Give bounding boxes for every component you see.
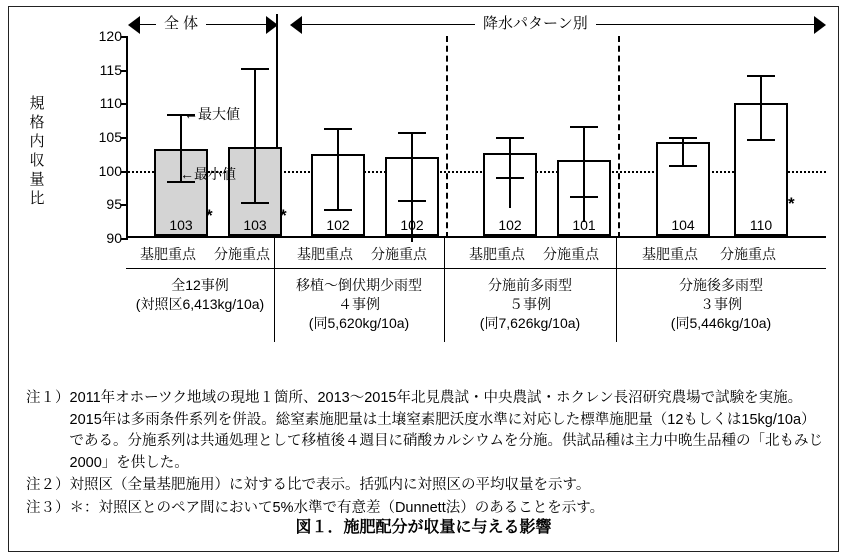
- plot-area: [98, 28, 826, 246]
- group-label-4: [616, 276, 826, 333]
- annotation-min-value: ←最小値: [180, 166, 236, 182]
- errorbar-cap-top-3: [324, 128, 352, 130]
- bar-value-8: 110: [749, 217, 773, 233]
- figure-caption: 図１．施肥配分が収量に与える影響: [295, 519, 552, 536]
- x-label-4: 分施重点: [371, 246, 427, 262]
- errorbar-cap-bottom-6: [570, 196, 598, 198]
- chart-area: [8, 6, 839, 374]
- errorbar-cap-bottom-3: [324, 209, 352, 211]
- group-label-2-line3: (同5,620kg/10a): [308, 315, 410, 331]
- x-label-7: 基肥重点: [642, 246, 698, 262]
- x-label-5: 基肥重点: [469, 246, 525, 262]
- group-label-4-line1: 分施後多雨型: [679, 277, 763, 293]
- group-label-3: [444, 276, 616, 333]
- note-3-body: ＊：対照区とのペア間において5%水準で有意差（Dunnett法）のあることを示す。: [69, 499, 605, 516]
- errorbar-3: [337, 128, 339, 209]
- group-separator-dashed-2: [618, 36, 620, 238]
- annotation-max-value: ←最大値: [184, 106, 240, 122]
- errorbar-cap-top-6: [570, 126, 598, 128]
- errorbar-cap-bottom-7: [669, 165, 697, 167]
- errorbar-2: [254, 68, 256, 201]
- group-label-2-line1: 移植〜倒伏期少雨型: [296, 277, 422, 293]
- note-2: [26, 475, 826, 497]
- top-arrow-rainpattern: [290, 14, 826, 36]
- group-label-3-line1: 分施前多雨型: [488, 277, 572, 293]
- note-3-marker: 注３）: [26, 499, 70, 516]
- y-tick-label-120: 120: [98, 28, 122, 44]
- y-tick-label-100: 100: [98, 162, 122, 179]
- errorbar-5: [509, 137, 511, 208]
- y-tick-label-115: 115: [99, 61, 122, 78]
- errorbar-cap-bottom-5: [496, 177, 524, 179]
- group-label-3-line2: ５事例: [509, 296, 551, 312]
- arrow-head-left-icon: [128, 16, 140, 34]
- errorbar-7: [682, 137, 684, 165]
- bar-value-1: 103: [169, 217, 193, 233]
- y-tick-label-95: 95: [106, 196, 122, 213]
- errorbar-8: [760, 75, 762, 139]
- errorbar-cap-bottom-8: [747, 139, 775, 141]
- bar-value-3: 102: [326, 217, 350, 233]
- x-label-8: 分施重点: [720, 246, 776, 262]
- note-2-marker: 注２）: [26, 477, 70, 493]
- notes-block: [26, 388, 826, 520]
- note-1-body: 2011年オホーツク地域の現地１箇所、2013〜2015年北見農試・中央農試・ホクレン長沼研究農場で試験を実施。2015年は多雨条件系列を併設。総窒素施肥量は土壌窒素肥沃度水準に対応した標準施肥量（12もしくは15kg/10a）である。分施系列は共通処理として移植後４週目に硝酸カルシウムを分施。供試品種は主力中晩生品種の「北もみじ2000」を供した。: [69, 390, 823, 471]
- x-label-6: 分施重点: [543, 246, 599, 262]
- top-arrow-overall: [128, 14, 278, 36]
- bar-value-4: 102: [400, 217, 424, 233]
- note-1: [26, 388, 826, 474]
- arrow-head-left-icon: [290, 16, 302, 34]
- group-label-4-line2: ３事例: [700, 296, 742, 312]
- x-label-2: 分施重点: [214, 246, 270, 262]
- bar-value-6: 101: [572, 217, 596, 233]
- bar-value-2: 103: [243, 217, 267, 233]
- note-1-marker: 注１）: [26, 390, 70, 406]
- group-label-4-line3: (同5,446kg/10a): [670, 315, 772, 331]
- errorbar-cap-top-7: [669, 137, 697, 139]
- arrow-head-right-icon: [814, 16, 826, 34]
- group-label-1-line1: 全12事例: [171, 277, 229, 293]
- note-2-body: 対照区（全量基肥施用）に対する比で表示。括弧内に対照区の平均収量を示す。: [69, 477, 591, 493]
- errorbar-cap-top-8: [747, 75, 775, 77]
- x-label-1: 基肥重点: [140, 246, 196, 262]
- top-arrow-overall-label: 全 体: [156, 12, 206, 33]
- group-label-1-line2: (対照区6,413kg/10a): [135, 296, 265, 312]
- errorbar-cap-bottom-2: [241, 202, 269, 204]
- group-label-3-line3: (同7,626kg/10a): [479, 315, 581, 331]
- top-arrow-rainpattern-label: 降水パターン別: [475, 12, 596, 33]
- significance-marker-1: *: [206, 206, 213, 225]
- group-label-divider: [126, 268, 826, 269]
- significance-marker-2: *: [280, 206, 287, 225]
- errorbar-6: [583, 126, 585, 222]
- group-label-2: [274, 276, 444, 333]
- group-separator-dashed-1: [446, 36, 448, 238]
- y-tick-label-105: 105: [98, 129, 122, 145]
- bar-value-7: 104: [671, 217, 695, 233]
- bar-value-5: 102: [498, 217, 522, 233]
- errorbar-cap-top-2: [241, 68, 269, 70]
- y-tick-label-110: 110: [99, 95, 122, 112]
- errorbar-cap-top-5: [496, 137, 524, 139]
- errorbar-cap-bottom-4: [398, 200, 426, 202]
- y-tick-label-90: 90: [106, 230, 122, 246]
- y-axis-title: 規 格 内 収 量 比: [29, 95, 45, 207]
- group-label-2-line2: ４事例: [338, 296, 380, 312]
- group-label-1: [126, 276, 274, 314]
- significance-marker-8: *: [788, 194, 795, 213]
- x-label-3: 基肥重点: [297, 246, 353, 262]
- errorbar-cap-top-4: [398, 132, 426, 134]
